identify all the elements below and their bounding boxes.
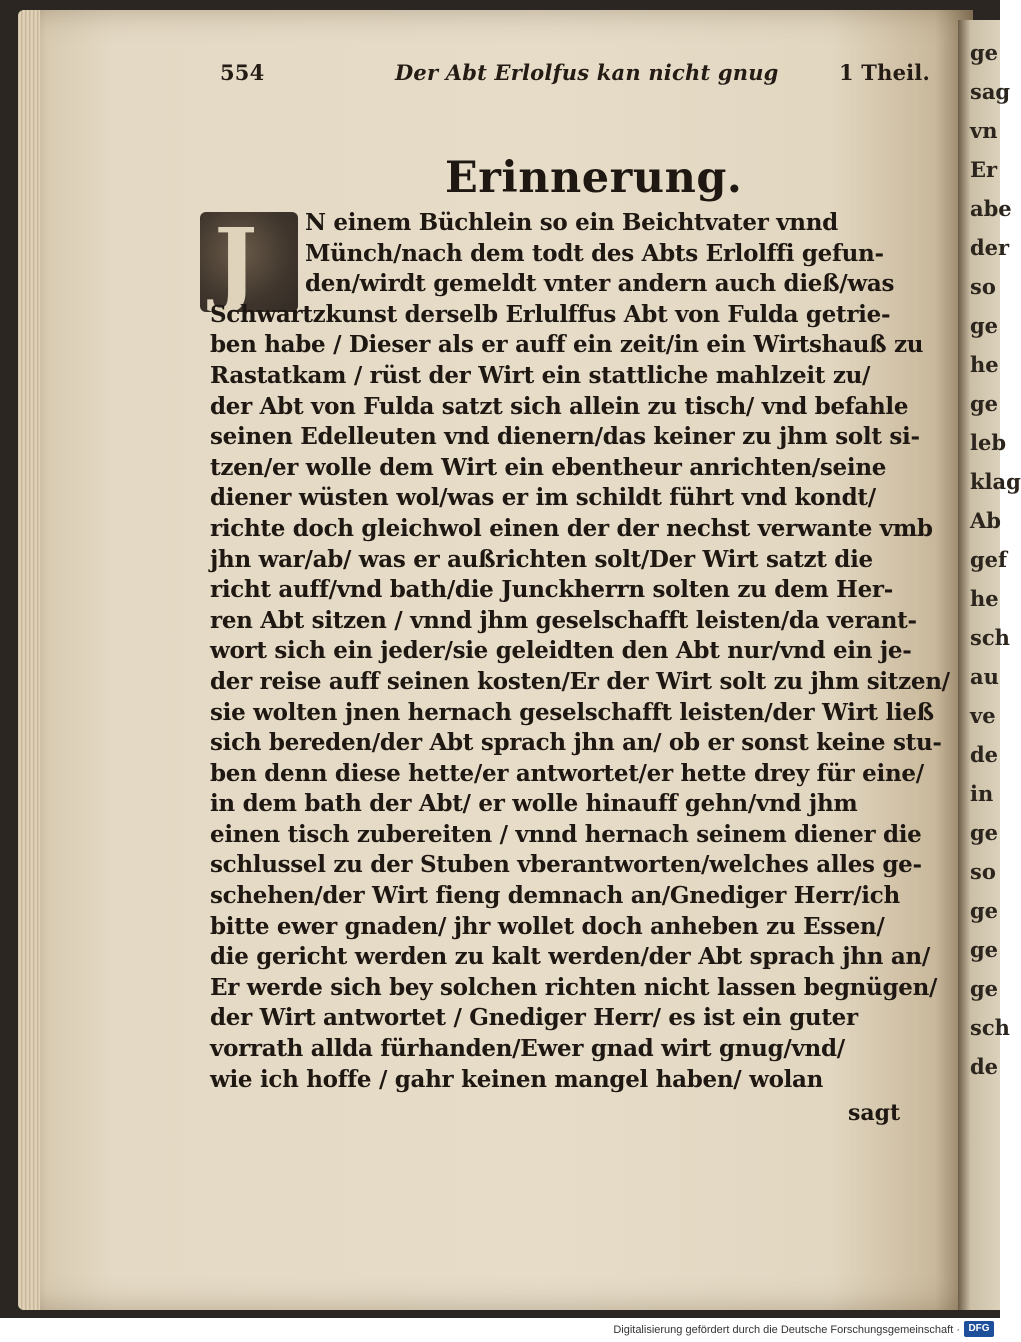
initial-letter: J (214, 208, 258, 316)
text-line: den/wirdt gemeldt vnter andern auch dieß/was (305, 270, 895, 298)
text-line: bitte ewer gnaden/ jhr wollet doch anheben zu Essen/ (210, 912, 885, 940)
next-page-fragment: sch (970, 625, 1010, 650)
chapter-title: Erinnerung. (445, 152, 743, 203)
next-page-fragment: ge (970, 313, 999, 338)
text-line: Rastatkam / rüst der Wirt ein stattliche mahlzeit zu/ (210, 361, 871, 389)
part-label: 1 Theil. (838, 60, 930, 85)
text-line: richt auff/vnd bath/die Junckherrn solten zu dem Her- (210, 576, 893, 604)
next-page-fragment: sch (970, 1015, 1010, 1040)
catchword: sagt (848, 1100, 901, 1126)
next-page-fragment: de (970, 742, 999, 767)
next-page-fragment: he (970, 586, 999, 611)
text-line: Schwartzkunst derselb Erlulffus Abt von Fulda getrie- (210, 300, 891, 328)
next-page-fragment: klag (970, 469, 1021, 494)
page-header (220, 60, 930, 88)
text-line: schehen/der Wirt fieng demnach an/Gnediger Herr/ich (210, 882, 900, 910)
next-page-fragment: ge (970, 976, 999, 1001)
next-page-fragment: so (970, 859, 996, 884)
text-line: sie wolten jnen hernach geselschafft leisten/der Wirt ließ (210, 698, 934, 726)
footer-credit: Digitalisierung gefördert durch die Deutsche Forschungsgemeinschaft · (613, 1324, 960, 1336)
text-line: wie ich hoffe / gahr keinen mangel haben/ wolan (210, 1065, 824, 1093)
next-page-fragment: de (970, 1054, 999, 1079)
next-page-fragment: sag (970, 79, 1011, 104)
running-title: Der Abt Erlolfus kan nicht gnug (395, 60, 779, 85)
next-page-fragment: Er (970, 157, 998, 182)
next-page-fragment: in (970, 781, 994, 806)
next-page-fragment: vn (970, 118, 998, 143)
text-line: tzen/er wolle dem Wirt ein ebentheur anrichten/seine (210, 453, 887, 481)
text-line: vorrath allda fürhanden/Ewer gnad wirt gnug/vnd/ (210, 1035, 845, 1063)
page-number: 554 (220, 60, 265, 85)
next-page-fragment: ge (970, 937, 999, 962)
text-line: diener wüsten wol/was er im schildt führt vnd kondt/ (210, 484, 876, 512)
next-page-fragment: Ab (970, 508, 1001, 533)
next-page-fragment: gef (970, 547, 1008, 572)
text-line: ben habe / Dieser als er auff ein zeit/in ein Wirtshauß zu (210, 331, 924, 359)
next-page-fragment: abe (970, 196, 1012, 221)
footer-bar (0, 1318, 1000, 1342)
text-line: ben denn diese hette/er antwortet/er hette drey für eine/ (210, 759, 924, 787)
next-page-fragment: ve (970, 703, 996, 728)
text-line: wort sich ein jeder/sie geleidten den Abt nur/vnd ein je- (210, 637, 912, 665)
text-line: sich bereden/der Abt sprach jhn an/ ob er sonst keine stu- (210, 729, 942, 757)
next-page-edge (958, 20, 1021, 1310)
next-page-fragment: ge (970, 898, 999, 923)
text-line: seinen Edelleuten vnd dienern/das keiner zu jhm solt si- (210, 423, 920, 451)
next-page-fragment: au (970, 664, 999, 689)
text-line: in dem bath der Abt/ er wolle hinauff gehn/vnd jhm (210, 790, 858, 818)
text-line: die gericht werden zu kalt werden/der Abt sprach jhn an/ (210, 943, 930, 971)
next-page-fragment: he (970, 352, 999, 377)
text-line: N einem Büchlein so ein Beichtvater vnnd (305, 209, 838, 236)
text-line: Münch/nach dem todt des Abts Erlolffi gefun- (305, 239, 884, 267)
text-line: der Wirt antwortet / Gnediger Herr/ es ist ein guter (210, 1004, 858, 1032)
text-line: jhn war/ab/ was er außrichten solt/Der Wirt satzt die (210, 545, 873, 573)
text-line: einen tisch zubereiten / vnnd hernach seinem diener die (210, 820, 922, 848)
next-page-fragment: ge (970, 391, 999, 416)
body-text (210, 208, 950, 1095)
next-page-fragment: leb (970, 430, 1007, 455)
text-line: der Abt von Fulda satzt sich allein zu tisch/ vnd befahle (210, 392, 909, 420)
text-line: schlussel zu der Stuben vberantworten/welches alles ge- (210, 851, 922, 879)
dfg-logo: DFG (964, 1321, 994, 1337)
text-line: richte doch gleichwol einen der der nechst verwante vmb (210, 514, 933, 542)
next-page-fragment: so (970, 274, 996, 299)
next-page-fragment: der (970, 235, 1010, 260)
next-page-fragment: ge (970, 820, 999, 845)
text-line: der reise auff seinen kosten/Er der Wirt solt zu jhm sitzen/ (210, 667, 950, 695)
text-line: ren Abt sitzen / vnnd jhm geselschafft leisten/da verant- (210, 606, 917, 634)
text-line: Er werde sich bey solchen richten nicht lassen begnügen/ (210, 973, 938, 1001)
next-page-fragment: ge (970, 40, 999, 65)
